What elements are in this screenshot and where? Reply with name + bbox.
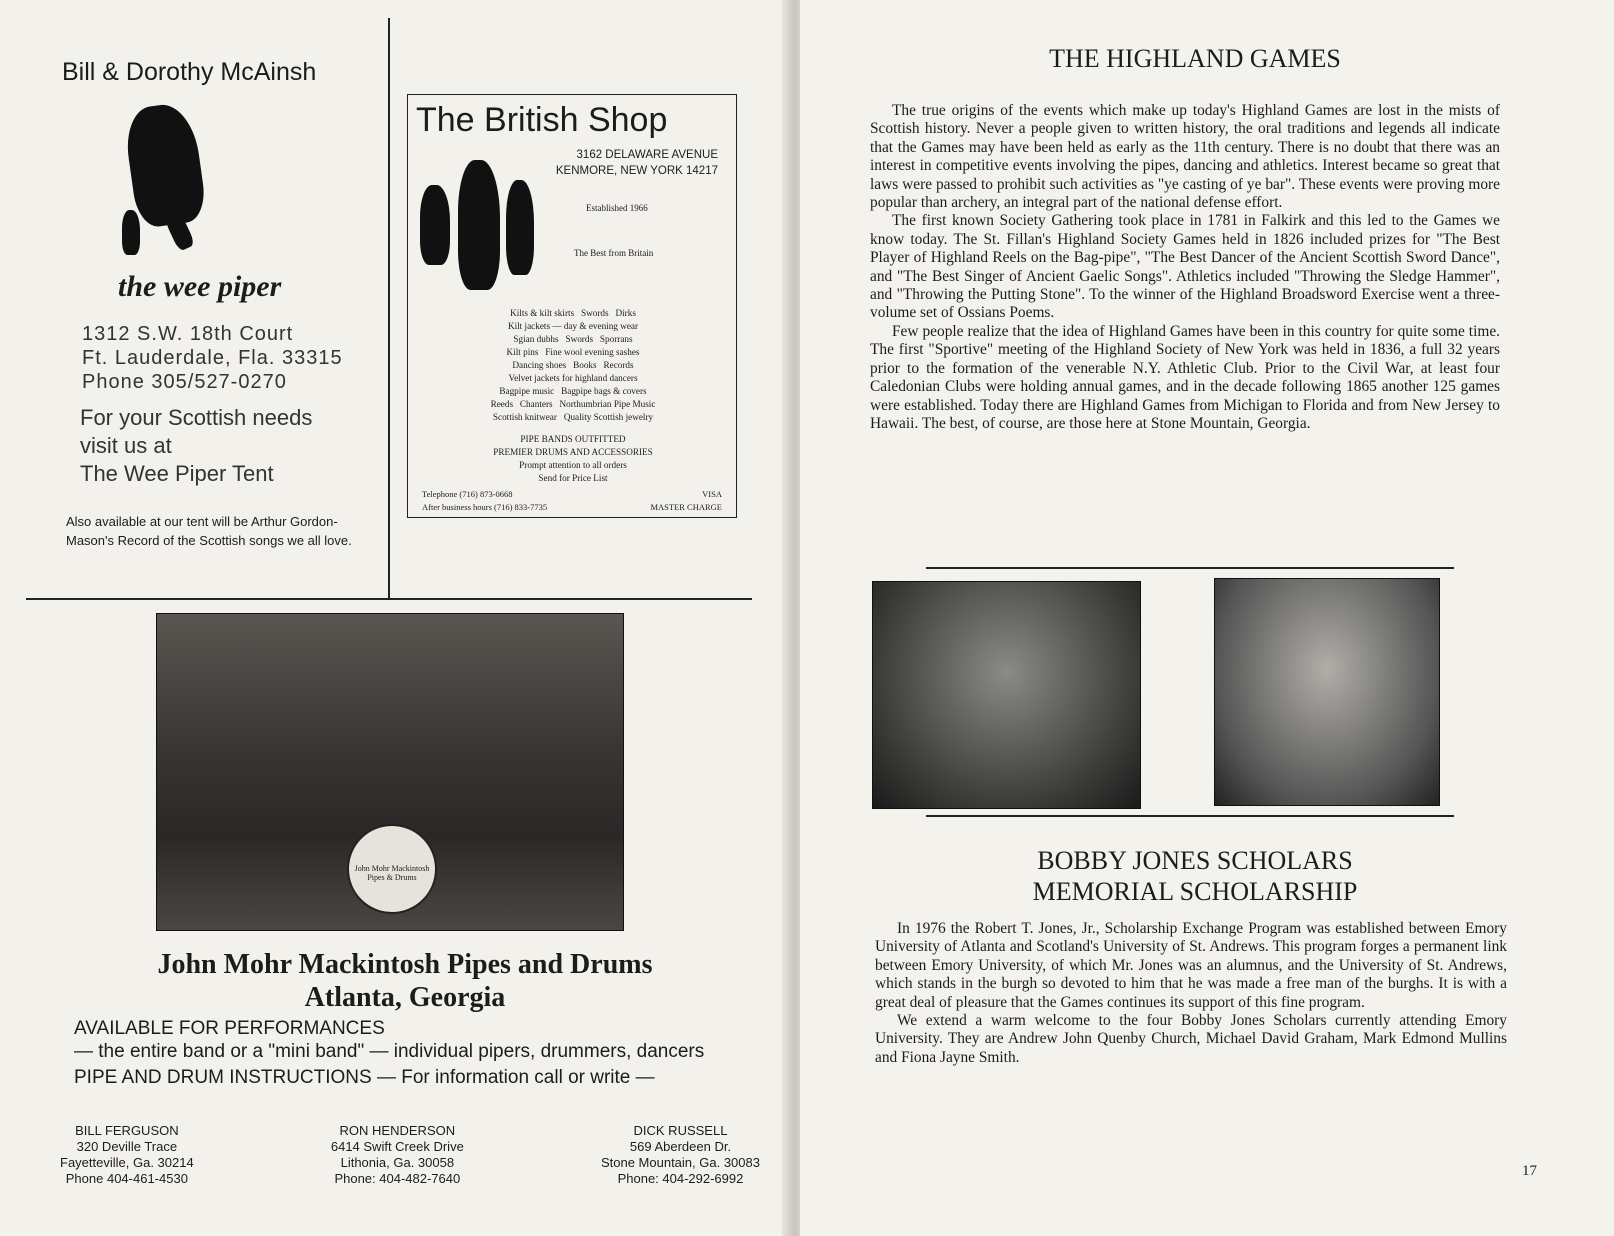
product-line: Kilt jackets — day & evening wear [507,321,639,331]
slogan: The Best from Britain [574,248,654,258]
contact-phone: Phone: 404-482-7640 [334,1171,461,1186]
rule [926,567,1454,569]
photo-games-procession [872,581,1141,809]
contact-street: 6414 Swift Creek Drive [330,1139,464,1154]
contact-street: 569 Aberdeen Dr. [629,1139,732,1154]
tagline-line: visit us at [80,433,172,458]
paragraph: We extend a warm welcome to the four Bobby Jones Scholars currently attending Emory University. They are Andrew John Quenby Church, Michael David Graham, Mark Edmond Mullins and Fiona Jayne Smith. [875,1012,1507,1066]
address-line: Ft. Lauderdale, Fla. 33315 [82,347,343,369]
british-shop-ad [407,94,737,518]
service-line: Send for Price List [538,473,608,483]
service-line: Prompt attention to all orders [519,460,627,470]
product-line: Dancing shoes Books Records [512,360,634,370]
payment-visa: VISA [702,489,722,499]
contact-phone: Phone: 404-292-6992 [617,1171,744,1186]
ad-note: Also available at our tent will be Arthur Gordon-Mason's Record of the Scottish songs we all love. [66,514,352,548]
tagline-line: For your Scottish needs [80,405,313,430]
contact-name: RON HENDERSON [339,1123,456,1138]
product-line: Sgian dubhs Swords Sporrans [513,334,633,344]
scholarship-subtitle: MEMORIAL SCHOLARSHIP [1032,877,1358,906]
contact-card [601,1123,760,1187]
page-number: 17 [1522,1163,1537,1179]
contact-card [60,1123,194,1187]
shop-after-hours: After business hours (716) 833-7735 [422,502,548,512]
paragraph: In 1976 the Robert T. Jones, Jr., Scholarship Exchange Program was established between Emory University of Atlanta and Scotland's University of St. Andrews. This program forges a permanent link between Emory University, of which Mr. Jones was an alumnus, and the University of St. Andrews, which stands in the burgh so devoted to him that he was made a free man of the burghs. It is with a great deal of pleasure that the Games continues its support of this fine program. [875,920,1507,1011]
product-line: Velvet jackets for highland dancers [508,373,638,383]
paragraph: The first known Society Gathering took place in 1781 in Falkirk and this led to the Games we know today. The St. Fillan's Highland Society Games held in 1826 included prizes for "The Best Player of Highland Reels on the Bag-pipe", "The Best Dancer of the Ancient Scottish Sword Dance", and "The Best Singer of Ancient Gaelic Songs". Athletics included "Throwing the Sledge Hammer", and "Throwing the Putting Stone". To the winner of the Highland Broadsword Exercise went a three-volume set of Ossians Poems. [870,212,1500,322]
photo-child-in-kilt [1214,578,1440,806]
scholarship-body [875,920,1507,1067]
contact-card [331,1123,464,1187]
shop-address-line: 3162 DELAWARE AVENUE [576,149,718,161]
contact-city: Stone Mountain, Ga. 30083 [600,1155,760,1170]
product-line: Scottish knitwear Quality Scottish jewelry [492,412,654,422]
contact-street: 320 Deville Trace [76,1139,178,1154]
contacts [60,1123,760,1187]
left-page [0,0,790,1236]
service-line: PREMIER DRUMS AND ACCESSORIES [493,447,653,457]
shop-name: The British Shop [416,101,668,139]
band-line: AVAILABLE FOR PERFORMANCES [74,1018,385,1039]
product-line: Bagpipe music Bagpipe bags & covers [499,386,647,396]
band-location: Atlanta, Georgia [304,982,506,1013]
divider-horizontal [26,598,752,600]
product-line: Reeds Chanters Northumbrian Pipe Music [490,399,656,409]
rule [926,815,1454,817]
scholarship-title: BOBBY JONES SCHOLARS [1037,846,1353,875]
contact-name: BILL FERGUSON [75,1123,179,1138]
paragraph: The true origins of the events which make up today's Highland Games are lost in the mists of Scottish history. Never a people given to written history, the oral traditions and legends all indicate that the Games may have been held as early as the 11th century. There is no doubt that there was an interest in competitive events involving the pipes, dancing and athletics. Interest became so great that laws were passed to prohibit such activities as "ye casting of ye bar". These events were proving more popular than archery, an integral part of the national defense effort. [870,102,1500,212]
payment-mastercharge: MASTER CHARGE [650,502,722,512]
owners: Bill & Dorothy McAinsh [62,58,317,86]
contact-city: Lithonia, Ga. 30058 [340,1155,455,1170]
established: Established 1966 [586,203,648,213]
logo-text: the wee piper [118,270,282,303]
divider-vertical [388,18,390,600]
contact-name: DICK RUSSELL [633,1123,728,1138]
service-line: PIPE BANDS OUTFITTED [520,434,626,444]
shop-phone: Telephone (716) 873-0668 [422,489,513,499]
band-title: John Mohr Mackintosh Pipes and Drums [157,949,653,980]
tagline-line: The Wee Piper Tent [80,461,274,486]
shop-address-line: KENMORE, NEW YORK 14217 [555,165,718,177]
product-line: Kilts & kilt skirts Swords Dirks [510,308,636,318]
article-body [870,102,1500,433]
product-line: Kilt pins Fine wool evening sashes [506,347,640,357]
band-photo [156,613,624,931]
address-line: 1312 S.W. 18th Court [82,323,294,345]
product-list [408,307,738,424]
paragraph: Few people realize that the idea of Highland Games have been in this country for quite some time. The first "Sportive" meeting of the Highland Society of New York was held in 1836, a full 32 years prior to the formation of the venerable N.Y. Athletic Club. Prior to the Civil War, at least four Caledonian Clubs were holding annual games, and in the decade following 1865 another 125 games were established. Today there are Highland Games from Michigan to Florida and from New Jersey to Hawaii. The best, of course, are those here at Stone Mountain, Georgia. [870,322,1500,432]
band-line: — the entire band or a "mini band" — individual pipers, drummers, dancers [74,1041,705,1062]
contact-phone: Phone 404-461-4530 [65,1171,188,1186]
article-title: THE HIGHLAND GAMES [1049,44,1341,73]
right-page [800,0,1614,1236]
contact-city: Fayetteville, Ga. 30214 [60,1155,194,1170]
drum-head: John Mohr Mackintosh Pipes & Drums [347,824,437,914]
band-line: PIPE AND DRUM INSTRUCTIONS — For information call or write — [74,1067,655,1088]
address-line: Phone 305/527-0270 [82,371,287,393]
